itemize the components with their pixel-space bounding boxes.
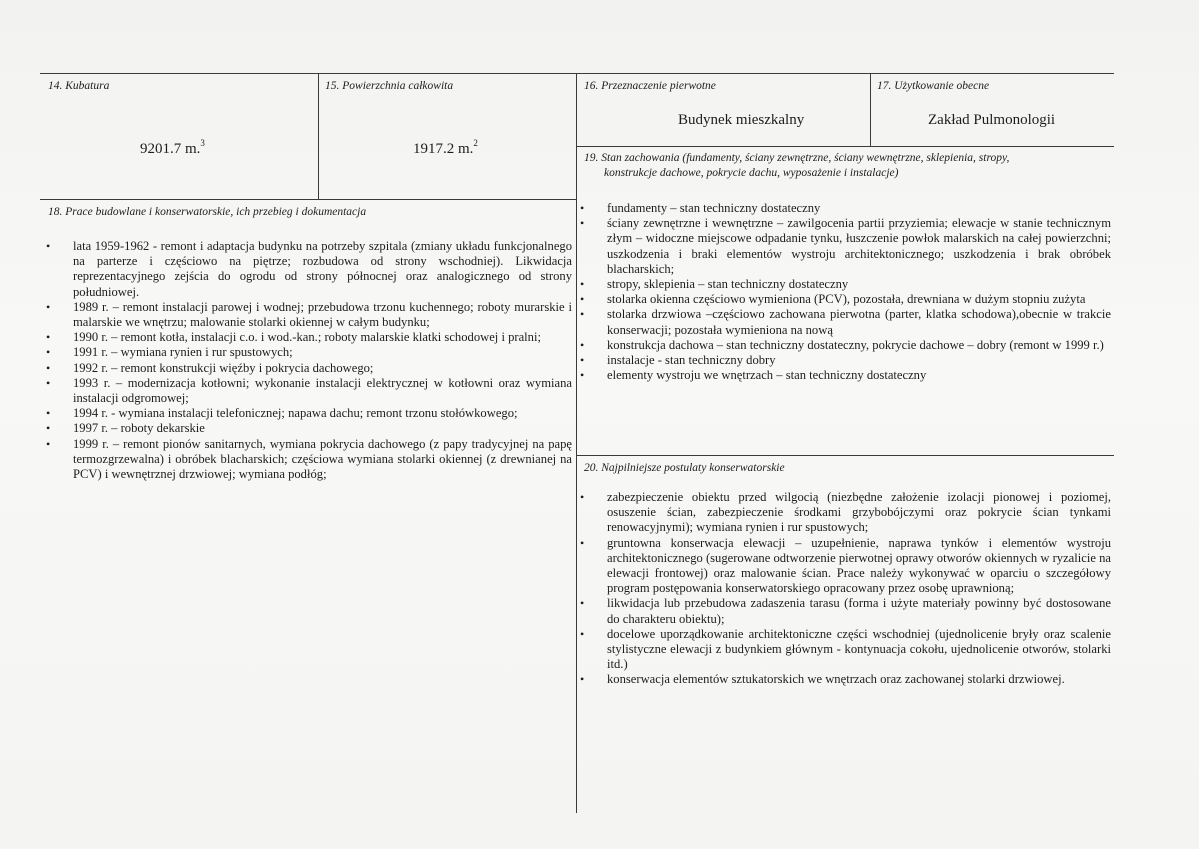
divider-14-15	[318, 73, 319, 199]
list-item: • zabezpieczenie obiektu przed wilgocią (niezbędne założenie izolacji pionowej i poziomej, osuszenie ścian, zabezpieczenie środkami grzybobójczymi oraz pokrycie ścian tynkami renowacyjnymi); wymiana rynien i rur spustowych;	[578, 490, 1111, 536]
kubatura-value: 9201.7 m.$^3$	[140, 138, 205, 157]
przeznaczenie-value: Budynek mieszkalny	[678, 112, 805, 128]
list-item: • likwidacja lub przebudowa zadaszenia tarasu (forma i użyte materiały powinny być dostosowane do charakteru obiektu);	[578, 596, 1111, 626]
postulaty-label: 20. Najpilniejsze postulaty konserwatorskie	[584, 462, 785, 474]
list-item: • 1994 r. - wymiana instalacji telefonicznej; napawa dachu; remont trzonu stołówkowego;	[44, 406, 572, 421]
przeznaczenie-label: 16. Przeznaczenie pierwotne	[584, 80, 716, 92]
list-item: • 1997 r. – roboty dekarskie	[44, 421, 572, 436]
list-item: • stolarka drzwiowa –częściowo zachowana pierwotna (parter, klatka schodowa),obecnie w trakcie konserwacji; pozostała wymieniona na nową	[578, 307, 1111, 337]
prace-label: 18. Prace budowlane i konserwatorskie, ich przebieg i dokumentacja	[48, 206, 367, 218]
list-item: • docelowe uporządkowanie architektoniczne części wschodniej (ujednolicenie bryły oraz scalenie stylistyczne elewacji z budynkiem głównym - kontynuacja cokołu, ujednolicenie otworów, stolarki itd.)	[578, 627, 1111, 673]
stan-label-line2: konstrukcje dachowe, pokrycie dachu, wyposażenie i instalacje)	[604, 167, 899, 179]
list-item: • fundamenty – stan techniczny dostateczny	[578, 201, 1111, 216]
list-item: • konstrukcja dachowa – stan techniczny dostateczny, pokrycie dachowe – dobry (remont w 1999 r.)	[578, 338, 1111, 353]
center-divider	[576, 73, 577, 813]
uzytkowanie-value: Zakład Pulmonologii	[928, 112, 1056, 128]
list-item: • lata 1959-1962 - remont i adaptacja budynku na potrzeby szpitala (zmiany układu funkcjonalnego na parterze i częściowo na piętrze; rozbudowa od strony wschodniej). Likwidacja reprezentacyjnego zejścia do ogrodu od strony północnej oraz analogicznego od strony południowej.	[44, 239, 572, 300]
list-item: • 1989 r. – remont instalacji parowej i wodnej; przebudowa trzonu kuchennego; roboty murarskie i malarskie we wnętrzu; malowanie stolarki okiennej w całym budynku;	[44, 300, 572, 330]
row-16-17-bottom	[576, 146, 1114, 147]
row-14-15-bottom	[40, 199, 576, 200]
list-item: • 1990 r. – remont kotła, instalacji c.o. i wod.-kan.; roboty malarskie klatki schodowej i pralni;	[44, 330, 572, 345]
stan-list	[578, 201, 1111, 383]
postulaty-list	[578, 490, 1111, 688]
list-item: • 1991 r. – wymiana rynien i rur spustowych;	[44, 345, 572, 360]
stan-label-line1: 19. Stan zachowania (fundamenty, ściany zewnętrzne, ściany wewnętrzne, sklepienia, stropy,	[584, 152, 1010, 164]
powierzchnia-label: 15. Powierzchnia całkowita	[325, 80, 454, 92]
list-item: • elementy wystroju we wnętrzach – stan techniczny dostateczny	[578, 368, 1111, 383]
list-item: • instalacje - stan techniczny dobry	[578, 353, 1111, 368]
powierzchnia-value: 1917.2 m.$^2$	[413, 138, 478, 157]
prace-list	[44, 239, 572, 482]
top-border	[40, 73, 1114, 74]
list-item: • stropy, sklepienia – stan techniczny dostateczny	[578, 277, 1111, 292]
section-19-bottom	[576, 455, 1114, 456]
list-item: • konserwacja elementów sztukatorskich we wnętrzach oraz zachowanej stolarki drzwiowej.	[578, 672, 1111, 687]
uzytkowanie-label: 17. Użytkowanie obecne	[877, 80, 990, 92]
divider-16-17	[870, 73, 871, 146]
list-item: • 1993 r. – modernizacja kotłowni; wykonanie instalacji elektrycznej w kotłowni oraz wymiana instalacji odgromowej;	[44, 376, 572, 406]
list-item: • gruntowna konserwacja elewacji – uzupełnienie, naprawa tynków i elementów wystroju architektonicznego (sugerowane odtworzenie pierwotnej oprawy otworów okiennych w ryzalicie na elewacji frontowej) oraz malowanie ścian. Prace należy wykonywać w oparciu o szczegółowy program postępowania konserwatorskiego opracowany przez osobę uprawnioną;	[578, 536, 1111, 597]
list-item: • 1999 r. – remont pionów sanitarnych, wymiana pokrycia dachowego (z papy tradycyjnej na papę termozgrzewalna) i obróbek blacharskich; częściowa wymiana stolarki okiennej (z drewnianej na PCV) i wewnętrznej drzwiowej; wymiana podłóg;	[44, 437, 572, 483]
list-item: • 1992 r. – remont konstrukcji więźby i pokrycia dachowego;	[44, 361, 572, 376]
kubatura-label: 14. Kubatura	[48, 80, 110, 92]
list-item: • stolarka okienna częściowo wymieniona (PCV), pozostała, drewniana w dużym stopniu zużyta	[578, 292, 1111, 307]
list-item: • ściany zewnętrzne i wewnętrzne – zawilgocenia partii przyziemia; elewacje w stanie technicznym złym – widoczne miejscowe odpadanie tynku, łuszczenie powłok malarskich na całej powierzchni; uszkodzenia i braki elementów wystroju architektonicznego; uszkodzenia i brak obróbek blacharskich;	[578, 216, 1111, 277]
